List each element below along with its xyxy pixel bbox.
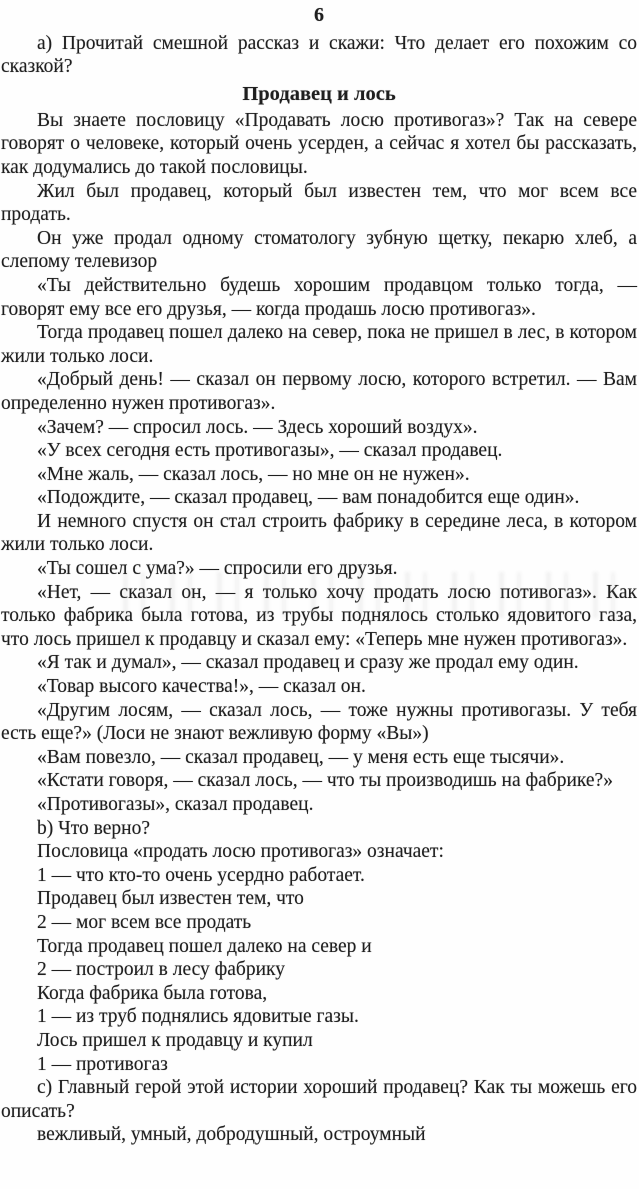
story-paragraph: «У всех сегодня есть противогазы», — сказал продавец.: [37, 440, 503, 462]
story-paragraph: «Ты сошел с ума?» — спросили его друзья.: [37, 558, 398, 580]
story-paragraph: «Вам повезло, — сказал продавец, — у меня есть еще тысячи».: [37, 746, 565, 768]
story-paragraph: «Товар высого качества!», — сказал он.: [37, 676, 366, 698]
page-number: 6: [314, 4, 324, 26]
story-paragraph: Он уже продал одному стоматологу зубную щетку, пекарю хлеб, а слепому телевизор: [1, 227, 637, 273]
task-a-text: а) Прочитай смешной рассказ и скажи: Что делает его похожим со сказкой?: [1, 32, 637, 78]
story-paragraph: «Другим лосям, — сказал лось, — тоже нужны противогазы. У тебя есть еще?» (Лоси не знают вежливую форму «Вы»): [1, 699, 637, 745]
task-b-line: Когда фабрика была готова,: [37, 982, 268, 1004]
task-b-label: b) Что верно?: [37, 817, 151, 839]
task-b-line: 1 — противогаз: [37, 1053, 168, 1075]
story-paragraph: «Кстати говоря, — сказал лось, — что ты производишь на фабрике?»: [37, 770, 613, 792]
story-paragraph: «Мне жаль, — сказал лось, — но мне он не нужен».: [37, 463, 470, 485]
story-paragraph: «Добрый день! — сказал он первому лосю, которого встретил. — Вам определенно нужен противогаз».: [1, 369, 637, 414]
task-c-question: с) Главный герой этой истории хороший продавец? Как ты можешь его описать?: [1, 1077, 637, 1122]
task-b-line: 2 — построил в лесу фабрику: [37, 959, 285, 981]
story-paragraph: «Я так и думал», — сказал продавец и сразу же продал ему один.: [37, 652, 579, 674]
task-b-line: Пословица «продать лосю противогаз» означает:: [37, 841, 444, 863]
task-b-line: 1 — что кто-то очень усердно работает.: [37, 864, 365, 886]
story-paragraph: Вы знаете пословицу «Продавать лосю противогаз»? Так на севере говорят о человеке, который очень усерден, а сейчас я хотел бы рассказать, как додумались до такой пословицы.: [1, 109, 637, 178]
task-b-line: Продавец был известен тем, что: [37, 888, 304, 910]
task-b-line: 2 — мог всем все продать: [37, 911, 252, 933]
story-paragraph: Тогда продавец пошел далеко на север, пока не пришел в лес, в котором жили только лоси.: [1, 322, 637, 367]
story-title: Продавец и лось: [242, 82, 396, 105]
task-b-line: Лось пришел к продавцу и купил: [37, 1029, 313, 1051]
story-paragraph: «Противогазы», сказал продавец.: [37, 794, 314, 815]
story-paragraph: «Ты действительно будешь хорошим продавцом только тогда, — говорят ему все его друзья, — когда продашь лосю противогаз».: [1, 274, 637, 320]
story-paragraph: «Нет, — сказал он, — я только хочу продать лосю потивогаз». Как только фабрика была готова, из трубы поднялось столько ядовитого газа, что лось пришел к продавцу и сказал ему: «Теперь мне нужен противогаз».: [1, 581, 637, 650]
task-b-line: 1 — из труб поднялись ядовитые газы.: [37, 1006, 359, 1028]
story-paragraph: «Зачем? — спросил лось. — Здесь хороший воздух».: [37, 416, 478, 438]
story-paragraph: «Подождите, — сказал продавец, — вам понадобится еще один».: [37, 487, 580, 509]
story-paragraph: Жил был продавец, который был известен тем, что мог всем все продать.: [1, 180, 637, 226]
story-paragraph: И немного спустя он стал строить фабрику в середине леса, в котором жили только лоси.: [1, 510, 637, 556]
task-b-line: Тогда продавец пошел далеко на север и: [37, 935, 372, 957]
task-c-answers: вежливый, умный, добродушный, остроумный: [37, 1124, 426, 1146]
